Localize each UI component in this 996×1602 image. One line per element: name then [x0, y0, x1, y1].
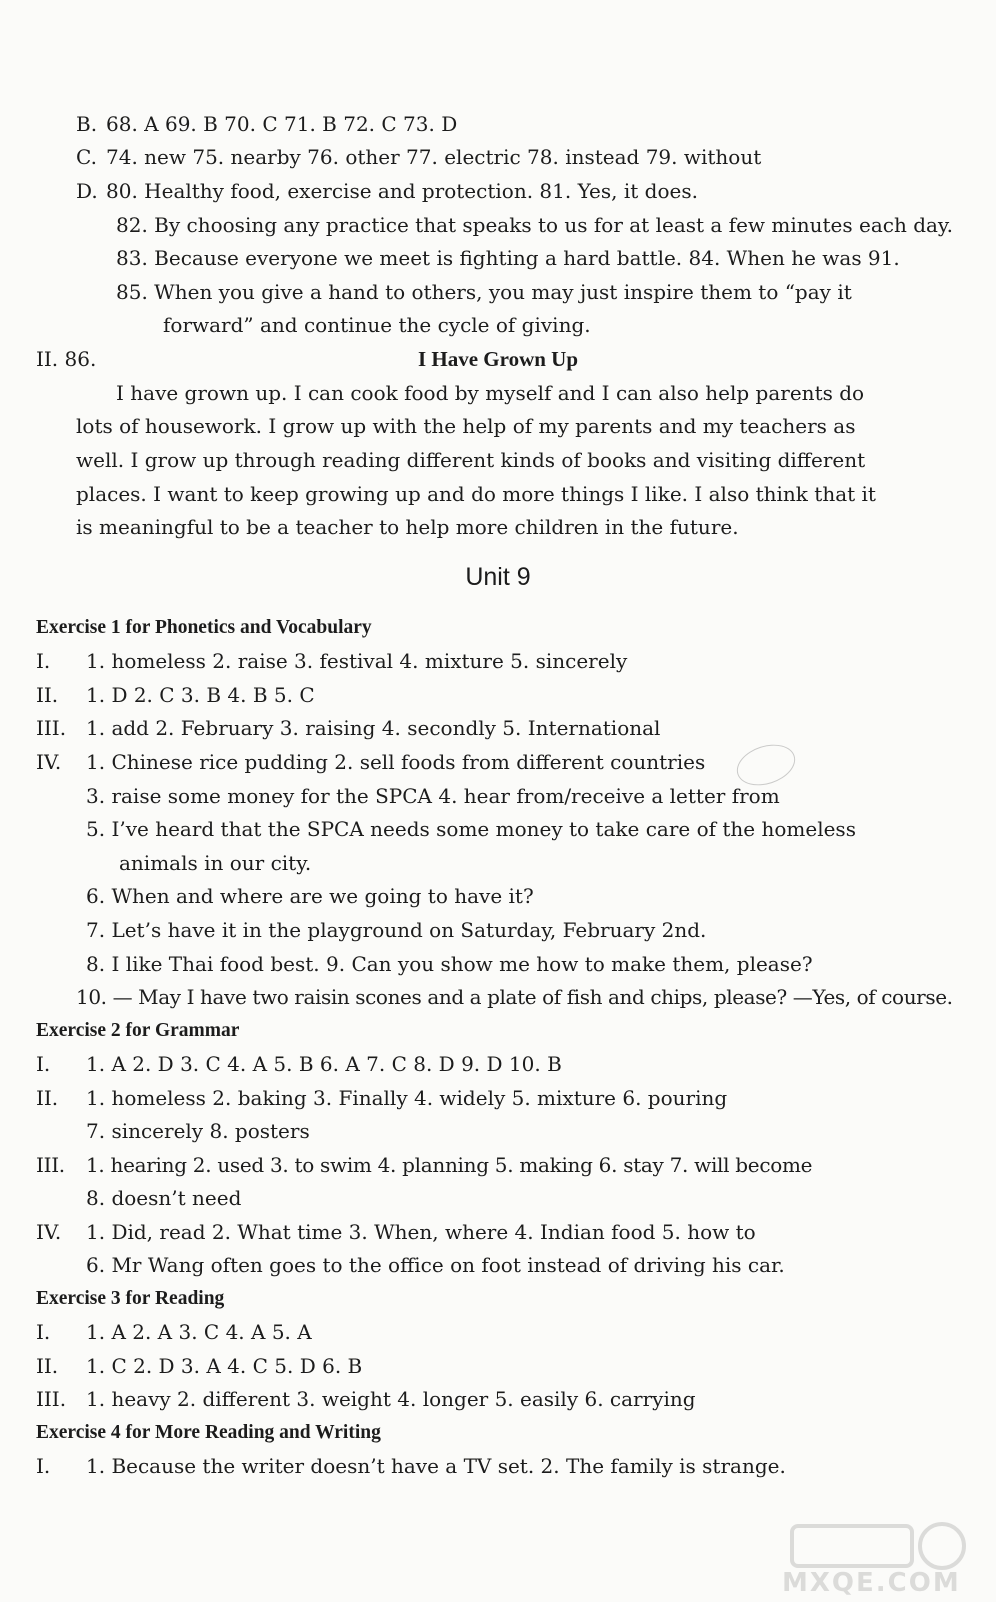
answer-text: 5. I’ve heard that the SPCA needs some money to take care of the homeless	[86, 817, 856, 841]
exercise-heading: Exercise 3 for Reading	[36, 1288, 225, 1309]
watermark-text: MXQE.COM	[782, 1568, 961, 1598]
section-label: I.	[36, 1320, 51, 1344]
answer-text: 1. add 2. February 3. raising 4. secondly 5. International	[86, 716, 661, 740]
answer-text: 10. — May I have two raisin scones and a plate of fish and chips, please? —Yes, of course.	[76, 985, 953, 1009]
section-label: I.	[36, 649, 51, 673]
answer-text: 83. Because everyone we meet is fighting a hard battle. 84. When he was 91.	[116, 246, 900, 270]
essay-line	[76, 513, 976, 541]
section-label: IV.	[36, 750, 62, 774]
essay-line	[76, 446, 946, 474]
section-label: B.	[76, 112, 98, 136]
essay-title: I Have Grown Up	[417, 347, 579, 371]
section-label: II. 86.	[36, 347, 97, 371]
section-label: II.	[36, 1354, 59, 1378]
unit-title: Unit 9	[465, 563, 531, 591]
essay-text: places. I want to keep growing up and do more things I like. I also think that it	[76, 482, 876, 506]
section-label: III.	[36, 1387, 67, 1411]
essay-line	[116, 379, 946, 407]
essay-text: lots of housework. I grow up with the help of my parents and my teachers as	[76, 414, 856, 438]
answer-text: 68. A 69. B 70. C 71. B 72. C 73. D	[106, 112, 458, 136]
exercise-heading: Exercise 2 for Grammar	[36, 1020, 240, 1041]
answer-text: 1. Chinese rice pudding 2. sell foods from different countries	[86, 750, 706, 774]
answer-text: forward” and continue the cycle of giving.	[163, 313, 591, 337]
answer-text: 1. C 2. D 3. A 4. C 5. D 6. B	[86, 1354, 363, 1378]
section-label: IV.	[36, 1220, 62, 1244]
answer-text: 1. homeless 2. baking 3. Finally 4. widely 5. mixture 6. pouring	[86, 1086, 728, 1110]
answer-text: 82. By choosing any practice that speaks to us for at least a few minutes each day.	[116, 213, 953, 237]
answer-text: 1. A 2. D 3. C 4. A 5. B 6. A 7. C 8. D 9. D 10. B	[86, 1052, 562, 1076]
answer-text: 7. Let’s have it in the playground on Saturday, February 2nd.	[86, 918, 707, 942]
watermark-logo	[712, 1518, 982, 1598]
section-label: D.	[76, 179, 98, 203]
exercise-heading: Exercise 4 for More Reading and Writing	[36, 1422, 381, 1443]
answer-text: 1. Because the writer doesn’t have a TV set. 2. The family is strange.	[86, 1454, 786, 1478]
answer-text: 80. Healthy food, exercise and protection. 81. Yes, it does.	[106, 179, 698, 203]
answer-text: 1. Did, read 2. What time 3. When, where 4. Indian food 5. how to	[86, 1220, 756, 1244]
answer-text: 3. raise some money for the SPCA 4. hear from/receive a letter from	[86, 784, 780, 808]
answer-text: 7. sincerely 8. posters	[86, 1119, 310, 1143]
answer-text: 6. Mr Wang often goes to the office on foot instead of driving his car.	[86, 1253, 785, 1277]
essay-line	[76, 480, 946, 508]
section-label: C.	[76, 145, 97, 169]
answer-text: 6. When and where are we going to have it?	[86, 884, 534, 908]
section-label: I.	[36, 1052, 51, 1076]
answer-text: animals in our city.	[119, 851, 312, 875]
exercise-heading: Exercise 1 for Phonetics and Vocabulary	[36, 617, 372, 638]
section-label: III.	[36, 716, 67, 740]
section-label: II.	[36, 683, 59, 707]
essay-text: well. I grow up through reading different kinds of books and visiting different	[76, 448, 866, 472]
answer-text: 1. hearing 2. used 3. to swim 4. planning 5. making 6. stay 7. will become	[86, 1153, 813, 1177]
section-label: I.	[36, 1454, 51, 1478]
answer-text: 8. I like Thai food best. 9. Can you show me how to make them, please?	[86, 952, 813, 976]
section-label: III.	[36, 1153, 65, 1177]
answer-text: 1. A 2. A 3. C 4. A 5. A	[86, 1320, 312, 1344]
answer-text: 74. new 75. nearby 76. other 77. electric 78. instead 79. without	[106, 145, 762, 169]
answer-text: 1. heavy 2. different 3. weight 4. longer 5. easily 6. carrying	[86, 1387, 696, 1411]
answer-text: 1. D 2. C 3. B 4. B 5. C	[86, 683, 315, 707]
section-label: II.	[36, 1086, 59, 1110]
answer-text: 85. When you give a hand to others, you may just inspire them to “pay it	[116, 280, 852, 304]
essay-line	[76, 412, 946, 440]
essay-text: is meaningful to be a teacher to help more children in the future.	[76, 515, 739, 539]
essay-text: I have grown up. I can cook food by myself and I can also help parents do	[116, 381, 865, 405]
answer-text: 1. homeless 2. raise 3. festival 4. mixture 5. sincerely	[86, 649, 628, 673]
answer-text: 8. doesn’t need	[86, 1186, 242, 1210]
